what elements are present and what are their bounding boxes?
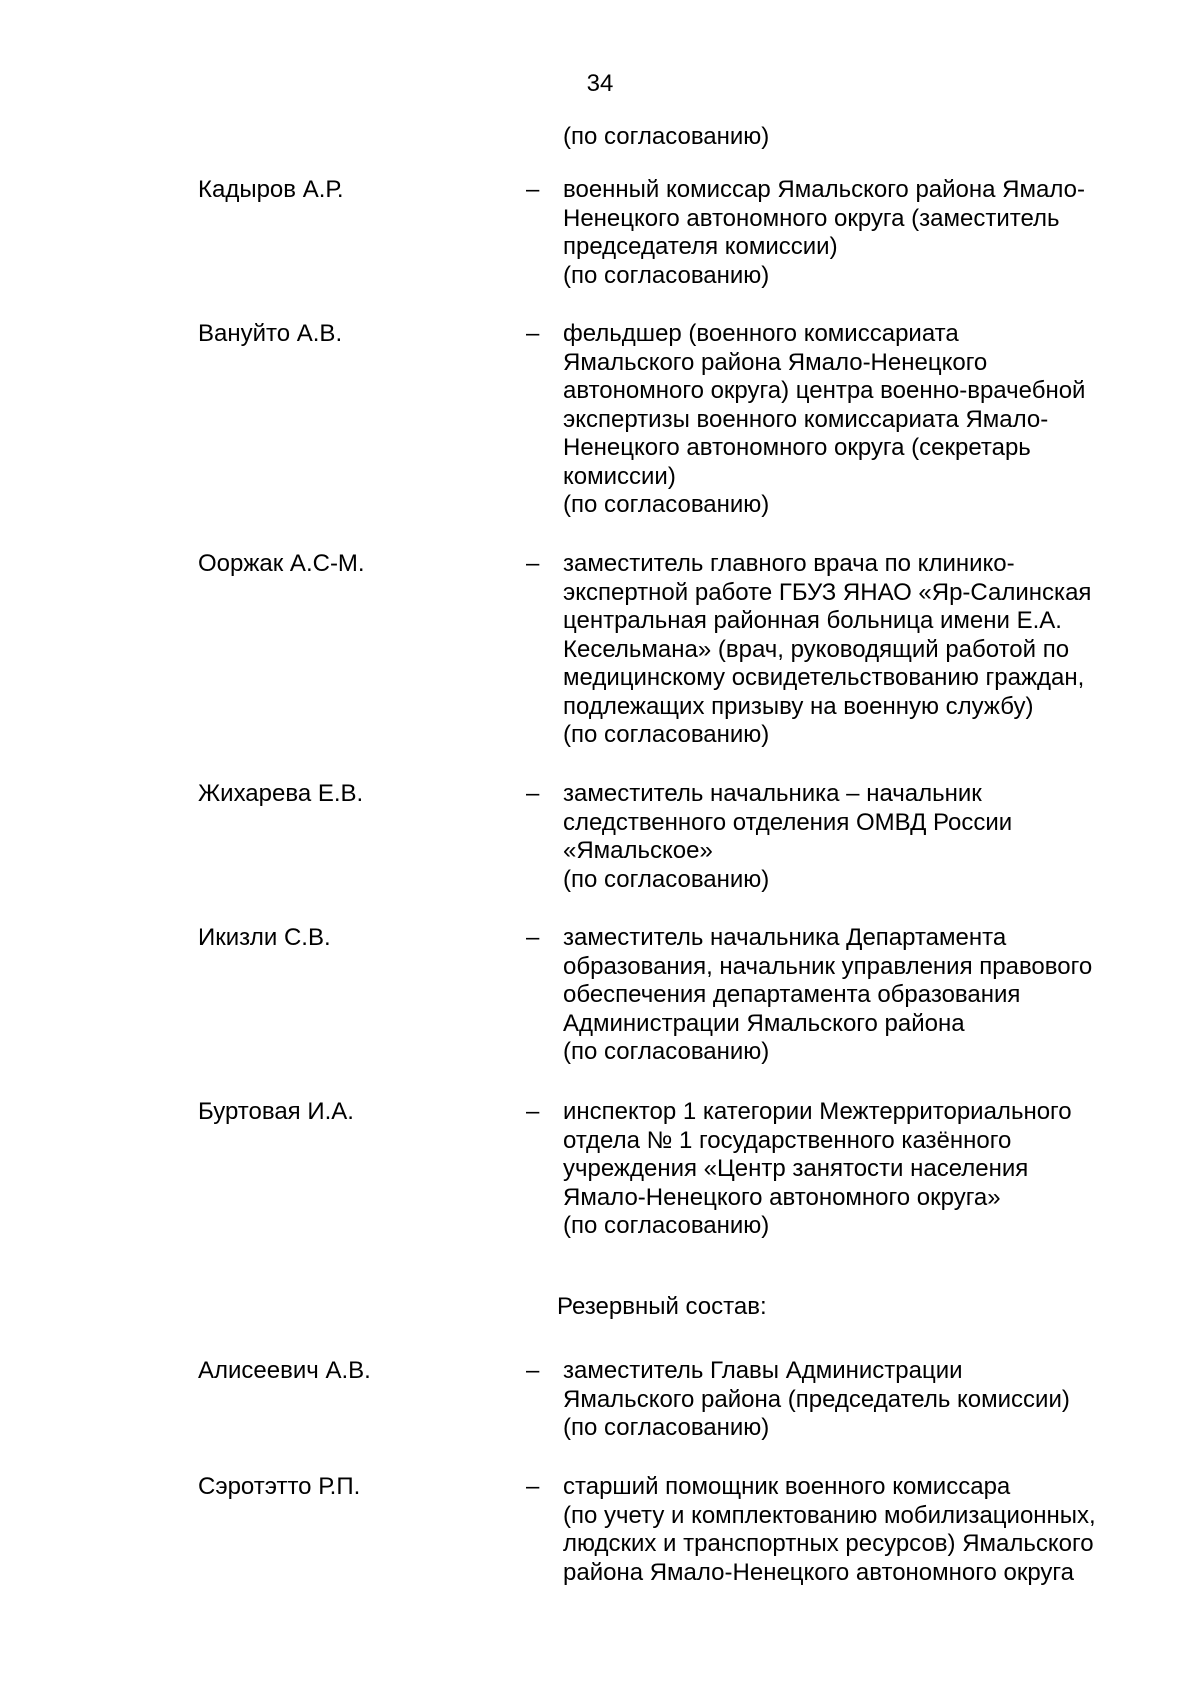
member-description bbox=[563, 1357, 1163, 1443]
description-line: медицинскому освидетельствованию граждан, bbox=[563, 664, 1085, 691]
description-line: военный комиссар Ямальского района Ямало- bbox=[563, 176, 1085, 203]
description-line: Ямальского района Ямало-Ненецкого bbox=[563, 348, 988, 376]
reserve-heading: Резервный состав: bbox=[557, 1293, 767, 1320]
member-name: Сэротэтто Р.П. bbox=[198, 1473, 361, 1500]
description-line: следственного отделения ОМВД России bbox=[563, 808, 1013, 836]
member-description bbox=[563, 1098, 1163, 1241]
member-name: Вануйто А.В. bbox=[198, 320, 343, 347]
description-line: Ямальского района (председатель комиссии) bbox=[563, 1385, 1070, 1413]
member-name: Алисеевич А.В. bbox=[198, 1357, 371, 1384]
description-line: района Ямало-Ненецкого автономного округа bbox=[563, 1558, 1074, 1586]
description-line: (по согласованию) bbox=[563, 865, 770, 893]
description-line: старший помощник военного комиссара bbox=[563, 1473, 1011, 1500]
member-dash: – bbox=[526, 924, 540, 951]
member-description bbox=[563, 924, 1163, 1067]
description-line: Администрации Ямальского района bbox=[563, 1009, 965, 1037]
description-line: подлежащих призыву на военную службу) bbox=[563, 692, 1034, 720]
description-line: экспертизы военного комиссариата Ямало- bbox=[563, 405, 1049, 433]
member-name: Ооржак А.С-М. bbox=[198, 550, 365, 577]
description-line: фельдшер (военного комиссариата bbox=[563, 320, 959, 347]
member-dash: – bbox=[526, 550, 540, 577]
description-line: заместитель Главы Администрации bbox=[563, 1357, 963, 1384]
description-line: заместитель начальника – начальник bbox=[563, 780, 982, 807]
description-line: (по согласованию) bbox=[563, 721, 770, 748]
member-description bbox=[563, 320, 1163, 520]
description-line: обеспечения департамента образования bbox=[563, 981, 1021, 1008]
description-line: инспектор 1 категории Межтерриториального bbox=[563, 1098, 1072, 1125]
description-line: отдела № 1 государственного казённого bbox=[563, 1126, 1012, 1154]
member-dash: – bbox=[526, 780, 540, 807]
description-line: учреждения «Центр занятости населения bbox=[563, 1155, 1029, 1182]
description-line: (по согласованию) bbox=[563, 1414, 770, 1441]
page-number: 34 bbox=[586, 70, 614, 97]
member-dash: – bbox=[526, 320, 540, 347]
description-line: Ненецкого автономного округа (заместитель bbox=[563, 204, 1060, 232]
description-line: центральная районная больница имени Е.А. bbox=[563, 607, 1062, 634]
description-line: Ненецкого автономного округа (секретарь bbox=[563, 434, 1031, 461]
member-name: Кадыров А.Р. bbox=[198, 176, 344, 203]
description-line: заместитель главного врача по клинико- bbox=[563, 550, 1015, 577]
description-line: людских и транспортных ресурсов) Ямальского bbox=[563, 1530, 1094, 1557]
member-dash: – bbox=[526, 176, 540, 203]
member-description bbox=[563, 176, 1163, 290]
description-line: комиссии) bbox=[563, 462, 676, 490]
continuation-line: (по согласованию) bbox=[563, 123, 770, 150]
description-line: председателя комиссии) bbox=[563, 233, 838, 260]
member-dash: – bbox=[526, 1098, 540, 1125]
description-line: (по учету и комплектованию мобилизационных, bbox=[563, 1501, 1096, 1529]
description-line: заместитель начальника Департамента bbox=[563, 924, 1007, 951]
description-line: образования, начальник управления правового bbox=[563, 952, 1093, 980]
description-line: автономного округа) центра военно-врачебной bbox=[563, 377, 1086, 404]
member-description bbox=[563, 1473, 1163, 1587]
member-name: Жихарева Е.В. bbox=[198, 780, 364, 807]
description-line: Ямало-Ненецкого автономного округа» bbox=[563, 1183, 1001, 1211]
description-line: «Ямальское» bbox=[563, 837, 713, 864]
member-dash: – bbox=[526, 1357, 540, 1384]
member-name: Буртовая И.А. bbox=[198, 1098, 354, 1125]
member-dash: – bbox=[526, 1473, 540, 1500]
description-line: Кесельмана» (врач, руководящий работой по bbox=[563, 635, 1070, 663]
member-name: Икизли С.В. bbox=[198, 924, 331, 951]
description-line: экспертной работе ГБУЗ ЯНАО «Яр-Салинская bbox=[563, 578, 1092, 606]
description-line: (по согласованию) bbox=[563, 1212, 770, 1239]
member-description bbox=[563, 780, 1163, 894]
member-description bbox=[563, 550, 1163, 750]
description-line: (по согласованию) bbox=[563, 491, 770, 518]
description-line: (по согласованию) bbox=[563, 261, 770, 289]
description-line: (по согласованию) bbox=[563, 1038, 770, 1065]
